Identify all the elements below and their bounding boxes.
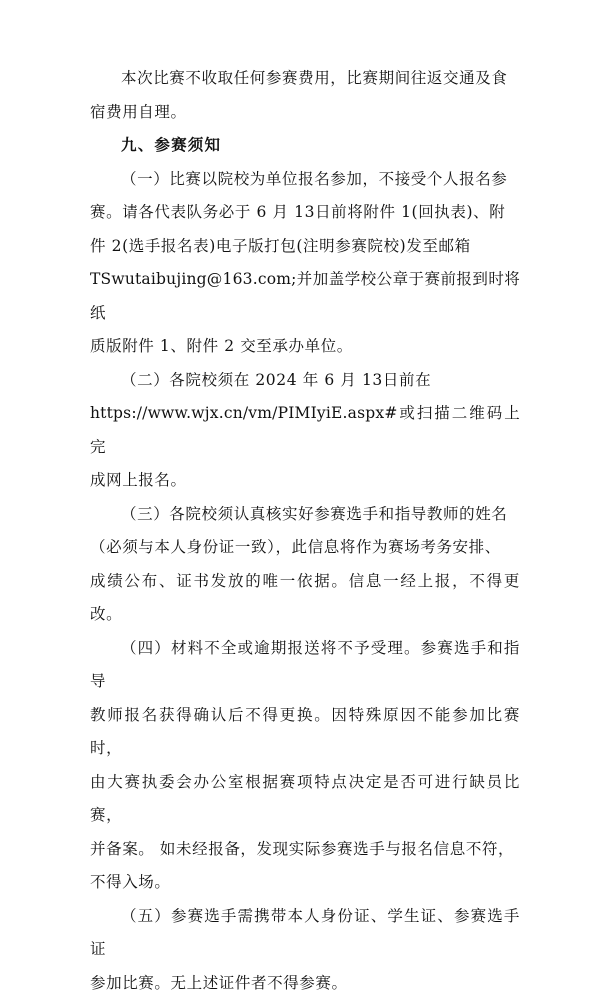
paragraph-line: 赛。请各代表队务必于 6 月 13日前将附件 1(回执表)、附 bbox=[90, 196, 520, 230]
fee-notice-paragraph bbox=[90, 62, 520, 129]
paragraph-line: 成绩公布、证书发放的唯一依据。信息一经上报，不得更改。 bbox=[90, 565, 520, 632]
paragraph-line: （四）材料不全或逾期报送将不予受理。参赛选手和指导 bbox=[90, 632, 520, 699]
registration-url-line: https://www.wjx.cn/vm/PIMIyiE.aspx#或扫描二维码上完 bbox=[90, 397, 520, 464]
paragraph-line: （二）各院校须在 2024 年 6 月 13日前在 bbox=[90, 364, 520, 398]
paragraph-line: 本次比赛不收取任何参赛费用，比赛期间往返交通及食 bbox=[90, 62, 520, 96]
paragraph-line: 不得入场。 bbox=[90, 866, 520, 900]
paragraph-line: 宿费用自理。 bbox=[90, 96, 520, 130]
section-heading-text: 九、参赛须知 bbox=[90, 129, 520, 163]
paragraph-line: 并备案。 如未经报备，发现实际参赛选手与报名信息不符， bbox=[90, 833, 520, 867]
rule-one-paragraph bbox=[90, 163, 520, 364]
paragraph-line: 件 2(选手报名表)电子版打包(注明参赛院校)发至邮箱 bbox=[90, 230, 520, 264]
document-body bbox=[90, 62, 520, 1000]
paragraph-line: 参加比赛。无上述证件者不得参赛。 bbox=[90, 967, 520, 1000]
paragraph-line: 教师报名获得确认后不得更换。因特殊原因不能参加比赛时， bbox=[90, 699, 520, 766]
paragraph-line: （一）比赛以院校为单位报名参加，不接受个人报名参 bbox=[90, 163, 520, 197]
paragraph-line: 由大赛执委会办公室根据赛项特点决定是否可进行缺员比赛， bbox=[90, 766, 520, 833]
paragraph-line: 成网上报名。 bbox=[90, 464, 520, 498]
rule-two-paragraph bbox=[90, 364, 520, 498]
rule-five-paragraph bbox=[90, 900, 520, 1000]
paragraph-line: （五）参赛选手需携带本人身份证、学生证、参赛选手证 bbox=[90, 900, 520, 967]
paragraph-line: （三）各院校须认真核实好参赛选手和指导教师的姓名 bbox=[90, 498, 520, 532]
section-heading bbox=[90, 129, 520, 163]
rule-four-paragraph bbox=[90, 632, 520, 900]
paragraph-line: 质版附件 1、附件 2 交至承办单位。 bbox=[90, 330, 520, 364]
email-line: TSwutaibujing@163.com;并加盖学校公章于赛前报到时将纸 bbox=[90, 263, 520, 330]
rule-three-paragraph bbox=[90, 498, 520, 632]
paragraph-line: （必须与本人身份证一致），此信息将作为赛场考务安排、 bbox=[90, 531, 520, 565]
